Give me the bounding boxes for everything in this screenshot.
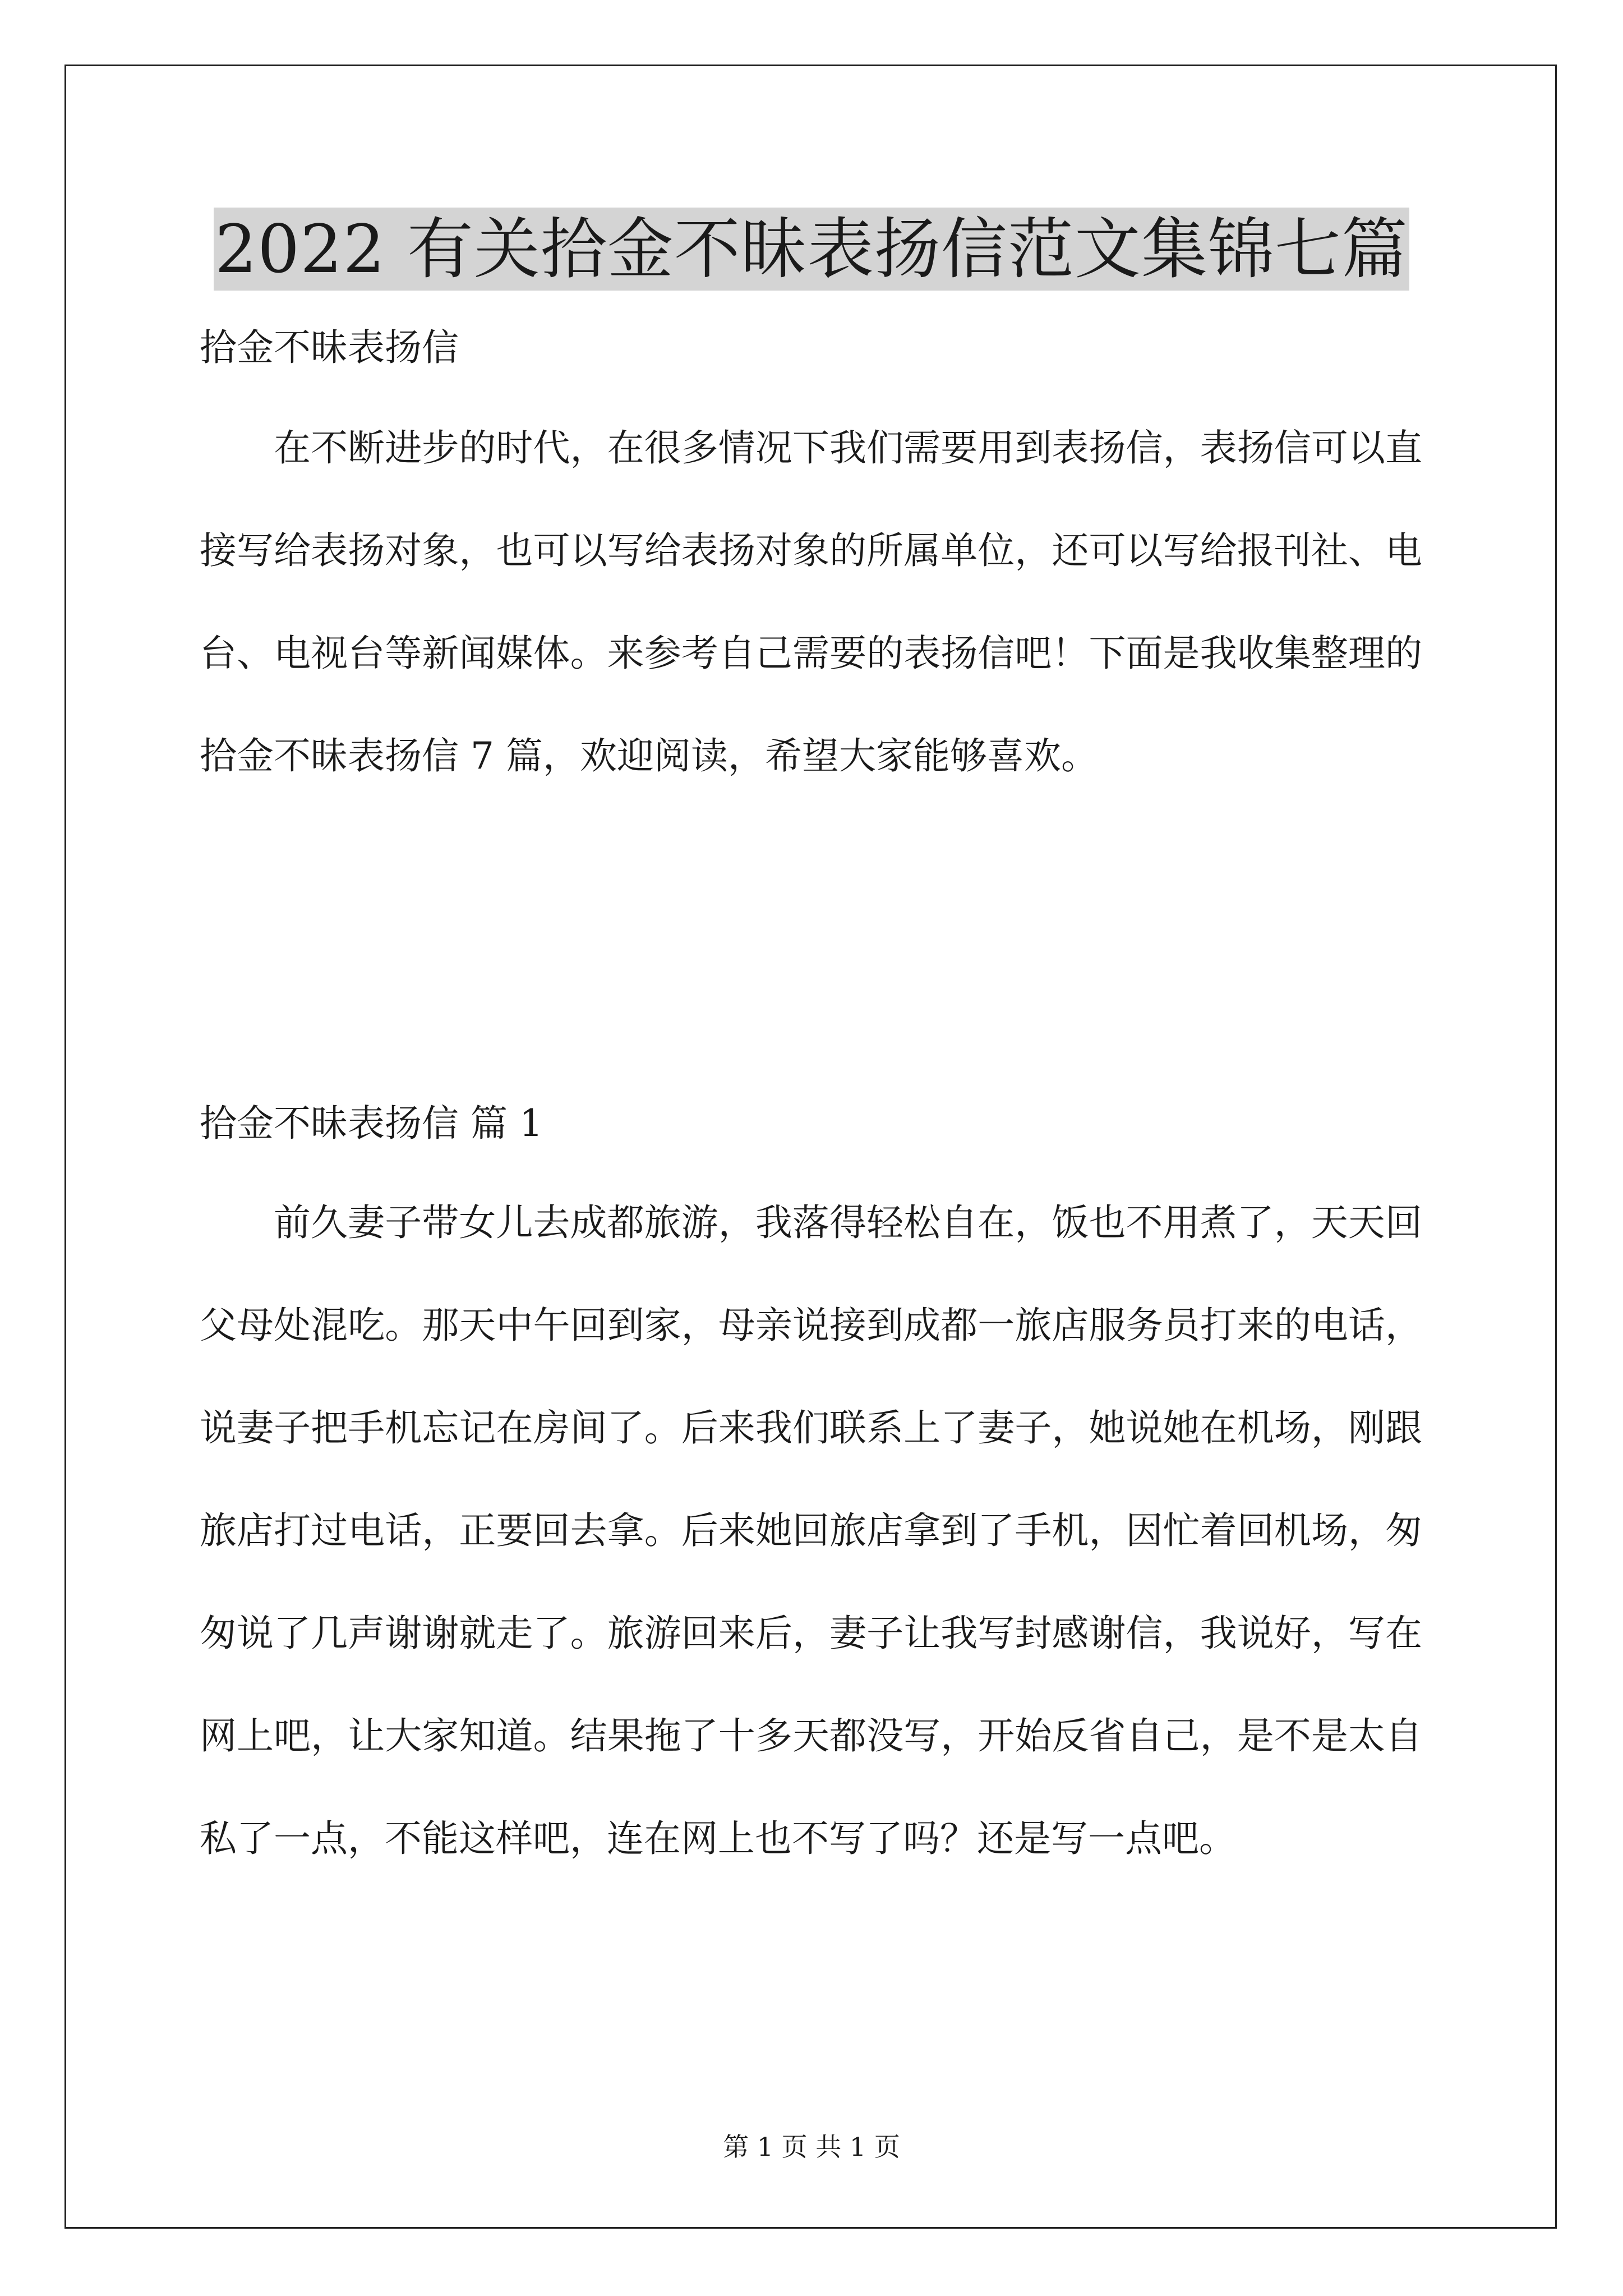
intro-heading: 拾金不昧表扬信 [200, 326, 459, 369]
intro-body [200, 397, 1422, 807]
section-1-heading: 拾金不昧表扬信 篇 1 [200, 1102, 543, 1145]
title-container [0, 208, 1623, 291]
intro-paragraph: 在不断进步的时代，在很多情况下我们需要用到表扬信，表扬信可以直接写给表扬对象，也可以写给表扬对象的所属单位，还可以写给报刊社、电台、电视台等新闻媒体。来参考自己需要的表扬信吧！下面是我收集整理的拾金不昧表扬信 7 篇，欢迎阅读，希望大家能够喜欢。 [200, 426, 1422, 777]
section-1-paragraph: 前久妻子带女儿去成都旅游，我落得轻松自在，饭也不用煮了，天天回父母处混吃。那天中午回到家，母亲说接到成都一旅店服务员打来的电话，说妻子把手机忘记在房间了。后来我们联系上了妻子，她说她在机场，刚跟旅店打过电话，正要回去拿。后来她回旅店拿到了手机，因忙着回机场，匆匆说了几声谢谢就走了。旅游回来后，妻子让我写封感谢信，我说好，写在网上吧，让大家知道。结果拖了十多天都没写，开始反省自己，是不是太自私了一点，不能这样吧，连在网上也不写了吗？还是写一点吧。 [200, 1201, 1422, 1860]
section-1-body [200, 1171, 1422, 1890]
page-footer: 第 1 页 共 1 页 [723, 2132, 900, 2162]
document-title: 2022 有关拾金不昧表扬信范文集锦七篇 [214, 208, 1409, 291]
